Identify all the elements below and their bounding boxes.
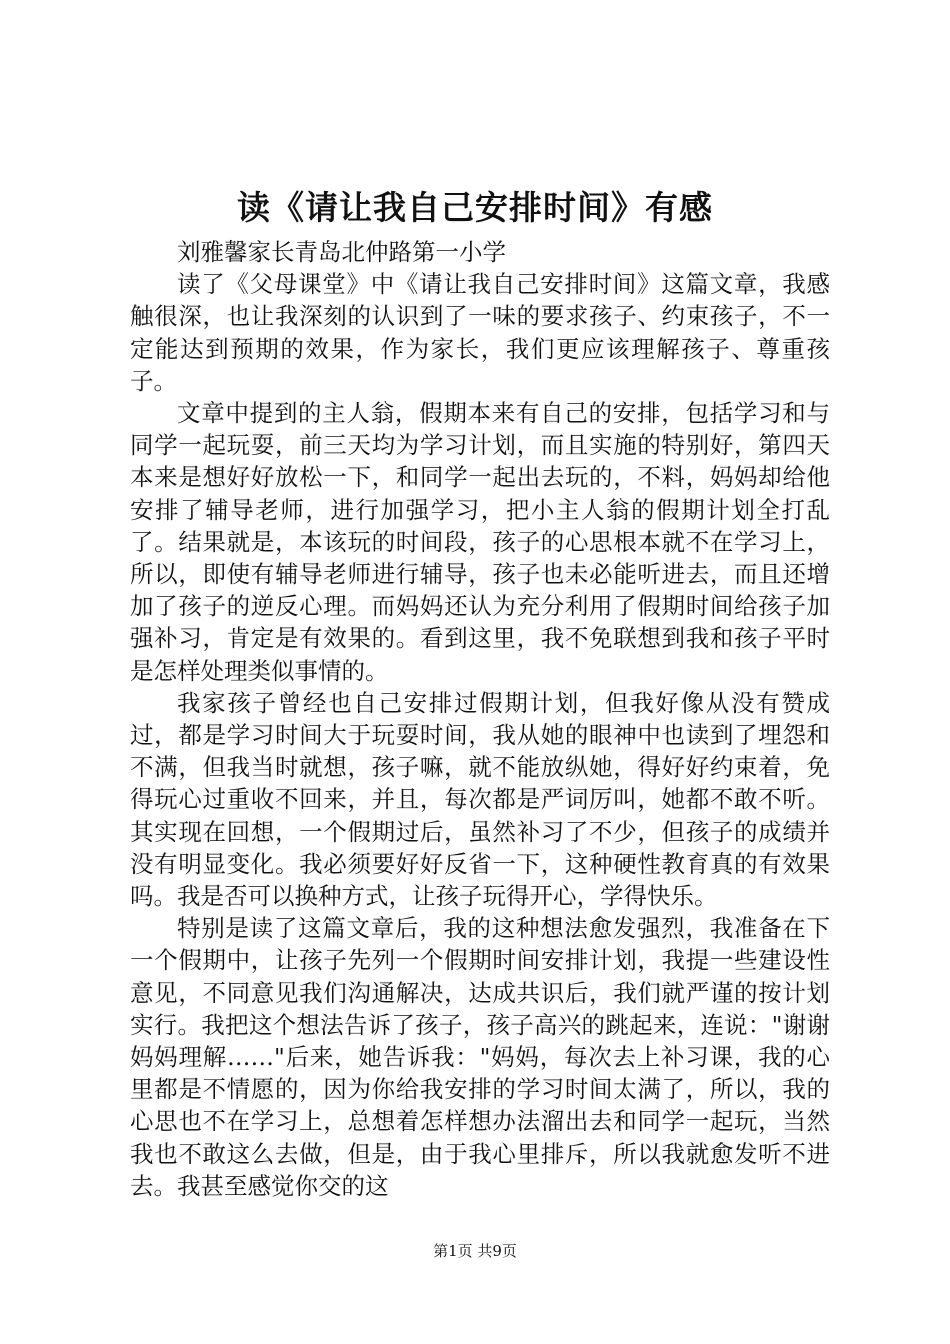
- page-footer: 第1页 共9页: [433, 1242, 517, 1260]
- paragraph-3: 我家孩子曾经也自己安排过假期计划，但我好像从没有赞成过，都是学习时间大于玩耍时间，我从她的眼神中也读到了埋怨和不满，但我当时就想，孩子嘛，就不能放纵她，得好好约束着，免得玩心过重收不回来，并且，每次都是严词厉叫，她都不敢不听。其实现在回想，一个假期过后，虽然补习了不少，但孩子的成绩并没有明显变化。我必须要好好反省一下，这种硬性教育真的有效果吗。我是否可以换种方式，让孩子玩得开心，学得快乐。: [130, 688, 830, 911]
- document-title: 读《请让我自己安排时间》有感: [237, 188, 713, 227]
- paragraph-4: 特别是读了这篇文章后，我的这种想法愈发强烈，我准备在下一个假期中，让孩子先列一个假期时间安排计划，我提一些建设性意见，不同意见我们沟通解决，达成共识后，我们就严谨的按计划实行。我把这个想法告诉了孩子，孩子高兴的跳起来，连说："谢谢妈妈理解……"后来，她告诉我："妈妈，每次去上补习课，我的心里都是不情愿的，因为你给我安排的学习时间太满了，所以，我的心思也不在学习上，总想着怎样想办法溜出去和同学一起玩，当然我也不敢这么去做，但是，由于我心里排斥，所以我就愈发听不进去。我甚至感觉你交的这: [130, 914, 830, 1200]
- author-line: 刘雅馨家长青岛北仲路第一小学: [177, 238, 506, 266]
- paragraph-2: 文章中提到的主人翁，假期本来有自己的安排，包括学习和与同学一起玩耍，前三天均为学习计划，而且实施的特别好，第四天本来是想好好放松一下，和同学一起出去玩的，不料，妈妈却给他安排了辅导老师，进行加强学习，把小主人翁的假期计划全打乱了。结果就是，本该玩的时间段，孩子的心思根本就不在学习上，所以，即使有辅导老师进行辅导，孩子也未必能听进去，而且还增加了孩子的逆反心理。而妈妈还认为充分利用了假期时间给孩子加强补习，肯定是有效果的。看到这里，我不免联想到我和孩子平时是怎样处理类似事情的。: [130, 399, 830, 685]
- paragraph-1: 读了《父母课堂》中《请让我自己安排时间》这篇文章，我感触很深，也让我深刻的认识到了一味的要求孩子、约束孩子，不一定能达到预期的效果，作为家长，我们更应该理解孩子、尊重孩子。: [130, 270, 830, 395]
- document-body: [130, 236, 830, 1202]
